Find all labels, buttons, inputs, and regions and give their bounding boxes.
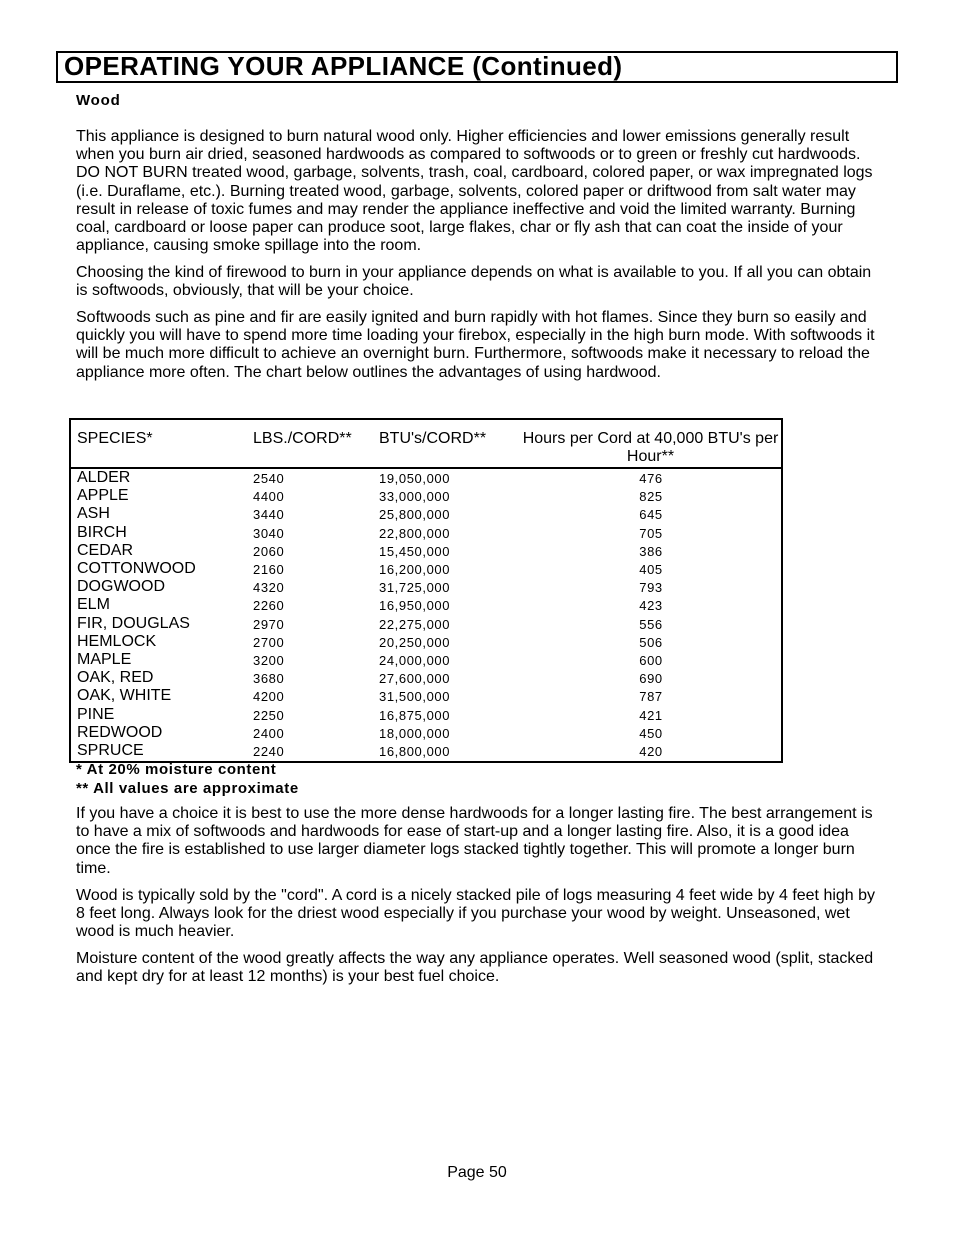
- hours-cell: 506: [639, 634, 663, 650]
- species-cell: ALDER: [77, 469, 131, 486]
- page-title: OPERATING YOUR APPLIANCE (Continued): [64, 51, 623, 81]
- table-row: [71, 524, 781, 542]
- hours-cell: 793: [639, 580, 663, 596]
- btu-cell: 16,200,000: [379, 562, 451, 577]
- btu-cell: 16,875,000: [379, 707, 451, 723]
- paragraph-hardwood-choice: If you have a choice it is best to use the more dense hardwoods for a longer lasting fire. The best arrangement is to have a mix of softwoods and hardwoods for ease of start-up and a longer lasting fire. Also, it is a good idea once the fire is established to use larger diameter logs stacked tightly together. This will promote a longer burn time.: [76, 805, 873, 877]
- species-cell: APPLE: [77, 487, 129, 505]
- hours-cell: 450: [639, 725, 663, 741]
- lbs-cell: 2060: [253, 543, 285, 559]
- species-cell: HEMLOCK: [77, 632, 157, 650]
- lbs-cell: 2970: [253, 616, 285, 632]
- paragraph-moisture: Moisture content of the wood greatly affects the way any appliance operates. Well seasoned wood (split, stacked and kept dry for at least 12 months) is your best fuel choice.: [76, 950, 874, 986]
- species-cell: PINE: [77, 705, 115, 723]
- lbs-cell: 2250: [253, 707, 285, 723]
- btu-cell: 27,600,000: [379, 671, 451, 687]
- paragraph-choosing-firewood: Choosing the kind of firewood to burn in your appliance depends on what is available to you. If all you can obtain is softwoods, obviously, that will be your choice.: [76, 264, 872, 300]
- lbs-cell: 3040: [253, 525, 285, 541]
- table-row: [71, 615, 781, 633]
- lbs-cell: 4320: [253, 580, 285, 596]
- species-cell: REDWOOD: [77, 723, 163, 741]
- footnote-approximate: ** All values are approximate: [76, 780, 299, 797]
- table-row: [71, 542, 781, 560]
- btu-cell: 16,950,000: [379, 598, 451, 614]
- hours-cell: 405: [639, 562, 663, 577]
- lbs-cell: 3200: [253, 653, 285, 668]
- hours-cell: 705: [639, 525, 663, 541]
- table-row: [71, 505, 781, 523]
- hours-cell: 690: [639, 671, 663, 687]
- lbs-cell: 2700: [253, 634, 285, 650]
- hours-cell: 423: [639, 598, 663, 614]
- wood-species-table: [69, 418, 783, 763]
- species-cell: ASH: [77, 505, 110, 523]
- hours-cell: 420: [639, 744, 663, 759]
- species-cell: BIRCH: [77, 523, 127, 541]
- species-cell: FIR, DOUGLAS: [77, 614, 190, 632]
- btu-cell: 31,725,000: [379, 580, 451, 596]
- hours-cell: 645: [639, 507, 663, 523]
- lbs-cell: 2160: [253, 562, 285, 577]
- paragraph-cord: Wood is typically sold by the "cord". A cord is a nicely stacked pile of logs measuring 4 feet wide by 4 feet high by 8 feet long. Always look for the driest wood especially if you purchase your wood by weight. Unseasoned, wet wood is much heavier.: [76, 887, 876, 941]
- table-row: [71, 596, 781, 614]
- hours-cell: 787: [639, 689, 663, 705]
- table-row: [71, 742, 781, 760]
- lbs-cell: 2540: [253, 471, 285, 486]
- btu-cell: 15,450,000: [379, 543, 451, 559]
- hours-cell: 556: [639, 616, 663, 632]
- species-cell: MAPLE: [77, 651, 132, 668]
- page-number: Page 50: [447, 1164, 507, 1181]
- lbs-cell: 3440: [253, 507, 285, 523]
- lbs-cell: 3680: [253, 671, 285, 687]
- hours-cell: 421: [639, 707, 663, 723]
- lbs-cell: 2400: [253, 725, 285, 741]
- species-cell: ELM: [77, 596, 110, 614]
- table-row: [71, 724, 781, 742]
- lbs-cell: 4400: [253, 489, 285, 505]
- species-cell: DOGWOOD: [77, 578, 165, 596]
- hours-cell: 476: [639, 471, 663, 486]
- species-cell: CEDAR: [77, 541, 134, 559]
- section-heading-wood: Wood: [76, 92, 121, 109]
- btu-cell: 18,000,000: [379, 725, 451, 741]
- species-cell: COTTONWOOD: [77, 560, 196, 577]
- btu-cell: 22,275,000: [379, 616, 451, 632]
- species-cell: OAK, RED: [77, 669, 154, 687]
- species-cell: OAK, WHITE: [77, 687, 172, 705]
- hours-cell: 386: [639, 543, 663, 559]
- table-row: [71, 706, 781, 724]
- table-header: [71, 420, 781, 469]
- btu-cell: 22,800,000: [379, 525, 451, 541]
- header-lbs-per-cord: LBS./CORD**: [253, 430, 352, 447]
- lbs-cell: 2260: [253, 598, 285, 614]
- table-row: [71, 578, 781, 596]
- footnote-moisture: * At 20% moisture content: [76, 761, 277, 778]
- btu-cell: 25,800,000: [379, 507, 451, 523]
- species-cell: SPRUCE: [77, 742, 144, 759]
- btu-cell: 16,800,000: [379, 744, 451, 759]
- table-row: [71, 487, 781, 505]
- table-row: [71, 469, 781, 487]
- lbs-cell: 4200: [253, 689, 285, 705]
- paragraph-softwoods: Softwoods such as pine and fir are easily ignited and burn rapidly with hot flames. Since they burn so easily and quickly you will have to spend more time loading your firebox, especially in the high burn mode. With softwoods it will be much more difficult to achieve an overnight burn. Furthermore, softwoods make it necessary to reload the appliance more often. The chart below outlines the advantages of using hardwood.: [76, 309, 875, 381]
- btu-cell: 33,000,000: [379, 489, 451, 505]
- table-row: [71, 687, 781, 705]
- btu-cell: 20,250,000: [379, 634, 451, 650]
- table-row: [71, 651, 781, 669]
- hours-cell: 600: [639, 653, 663, 668]
- table-row: [71, 633, 781, 651]
- page-title-box: [56, 51, 898, 83]
- table-row: [71, 560, 781, 578]
- header-species: SPECIES*: [77, 430, 153, 447]
- btu-cell: 19,050,000: [379, 471, 451, 486]
- btu-cell: 24,000,000: [379, 653, 451, 668]
- header-btu-per-cord: BTU's/CORD**: [379, 430, 487, 447]
- hours-cell: 825: [639, 489, 663, 505]
- table-row: [71, 669, 781, 687]
- btu-cell: 31,500,000: [379, 689, 451, 705]
- paragraph-wood-intro: This appliance is designed to burn natural wood only. Higher efficiencies and lower emissions generally result when you burn air dried, seasoned hardwoods as compared to softwoods or to green or freshly cut hardwoods. DO NOT BURN treated wood, garbage, solvents, trash, coal, cardboard, colored paper, or wax impregnated logs (i.e. Duraflame, etc.). Burning treated wood, garbage, solvents, colored paper or driftwood from salt water may result in release of toxic fumes and may render the appliance ineffective and void the limited warranty. Burning coal, cardboard or loose paper can produce soot, large flakes, char or fly ash that can coat the inside of your appliance, causing smoke spillage into the room.: [76, 128, 873, 255]
- lbs-cell: 2240: [253, 744, 285, 759]
- header-hours-per-cord: Hours per Cord at 40,000 BTU's per Hour**: [522, 430, 779, 465]
